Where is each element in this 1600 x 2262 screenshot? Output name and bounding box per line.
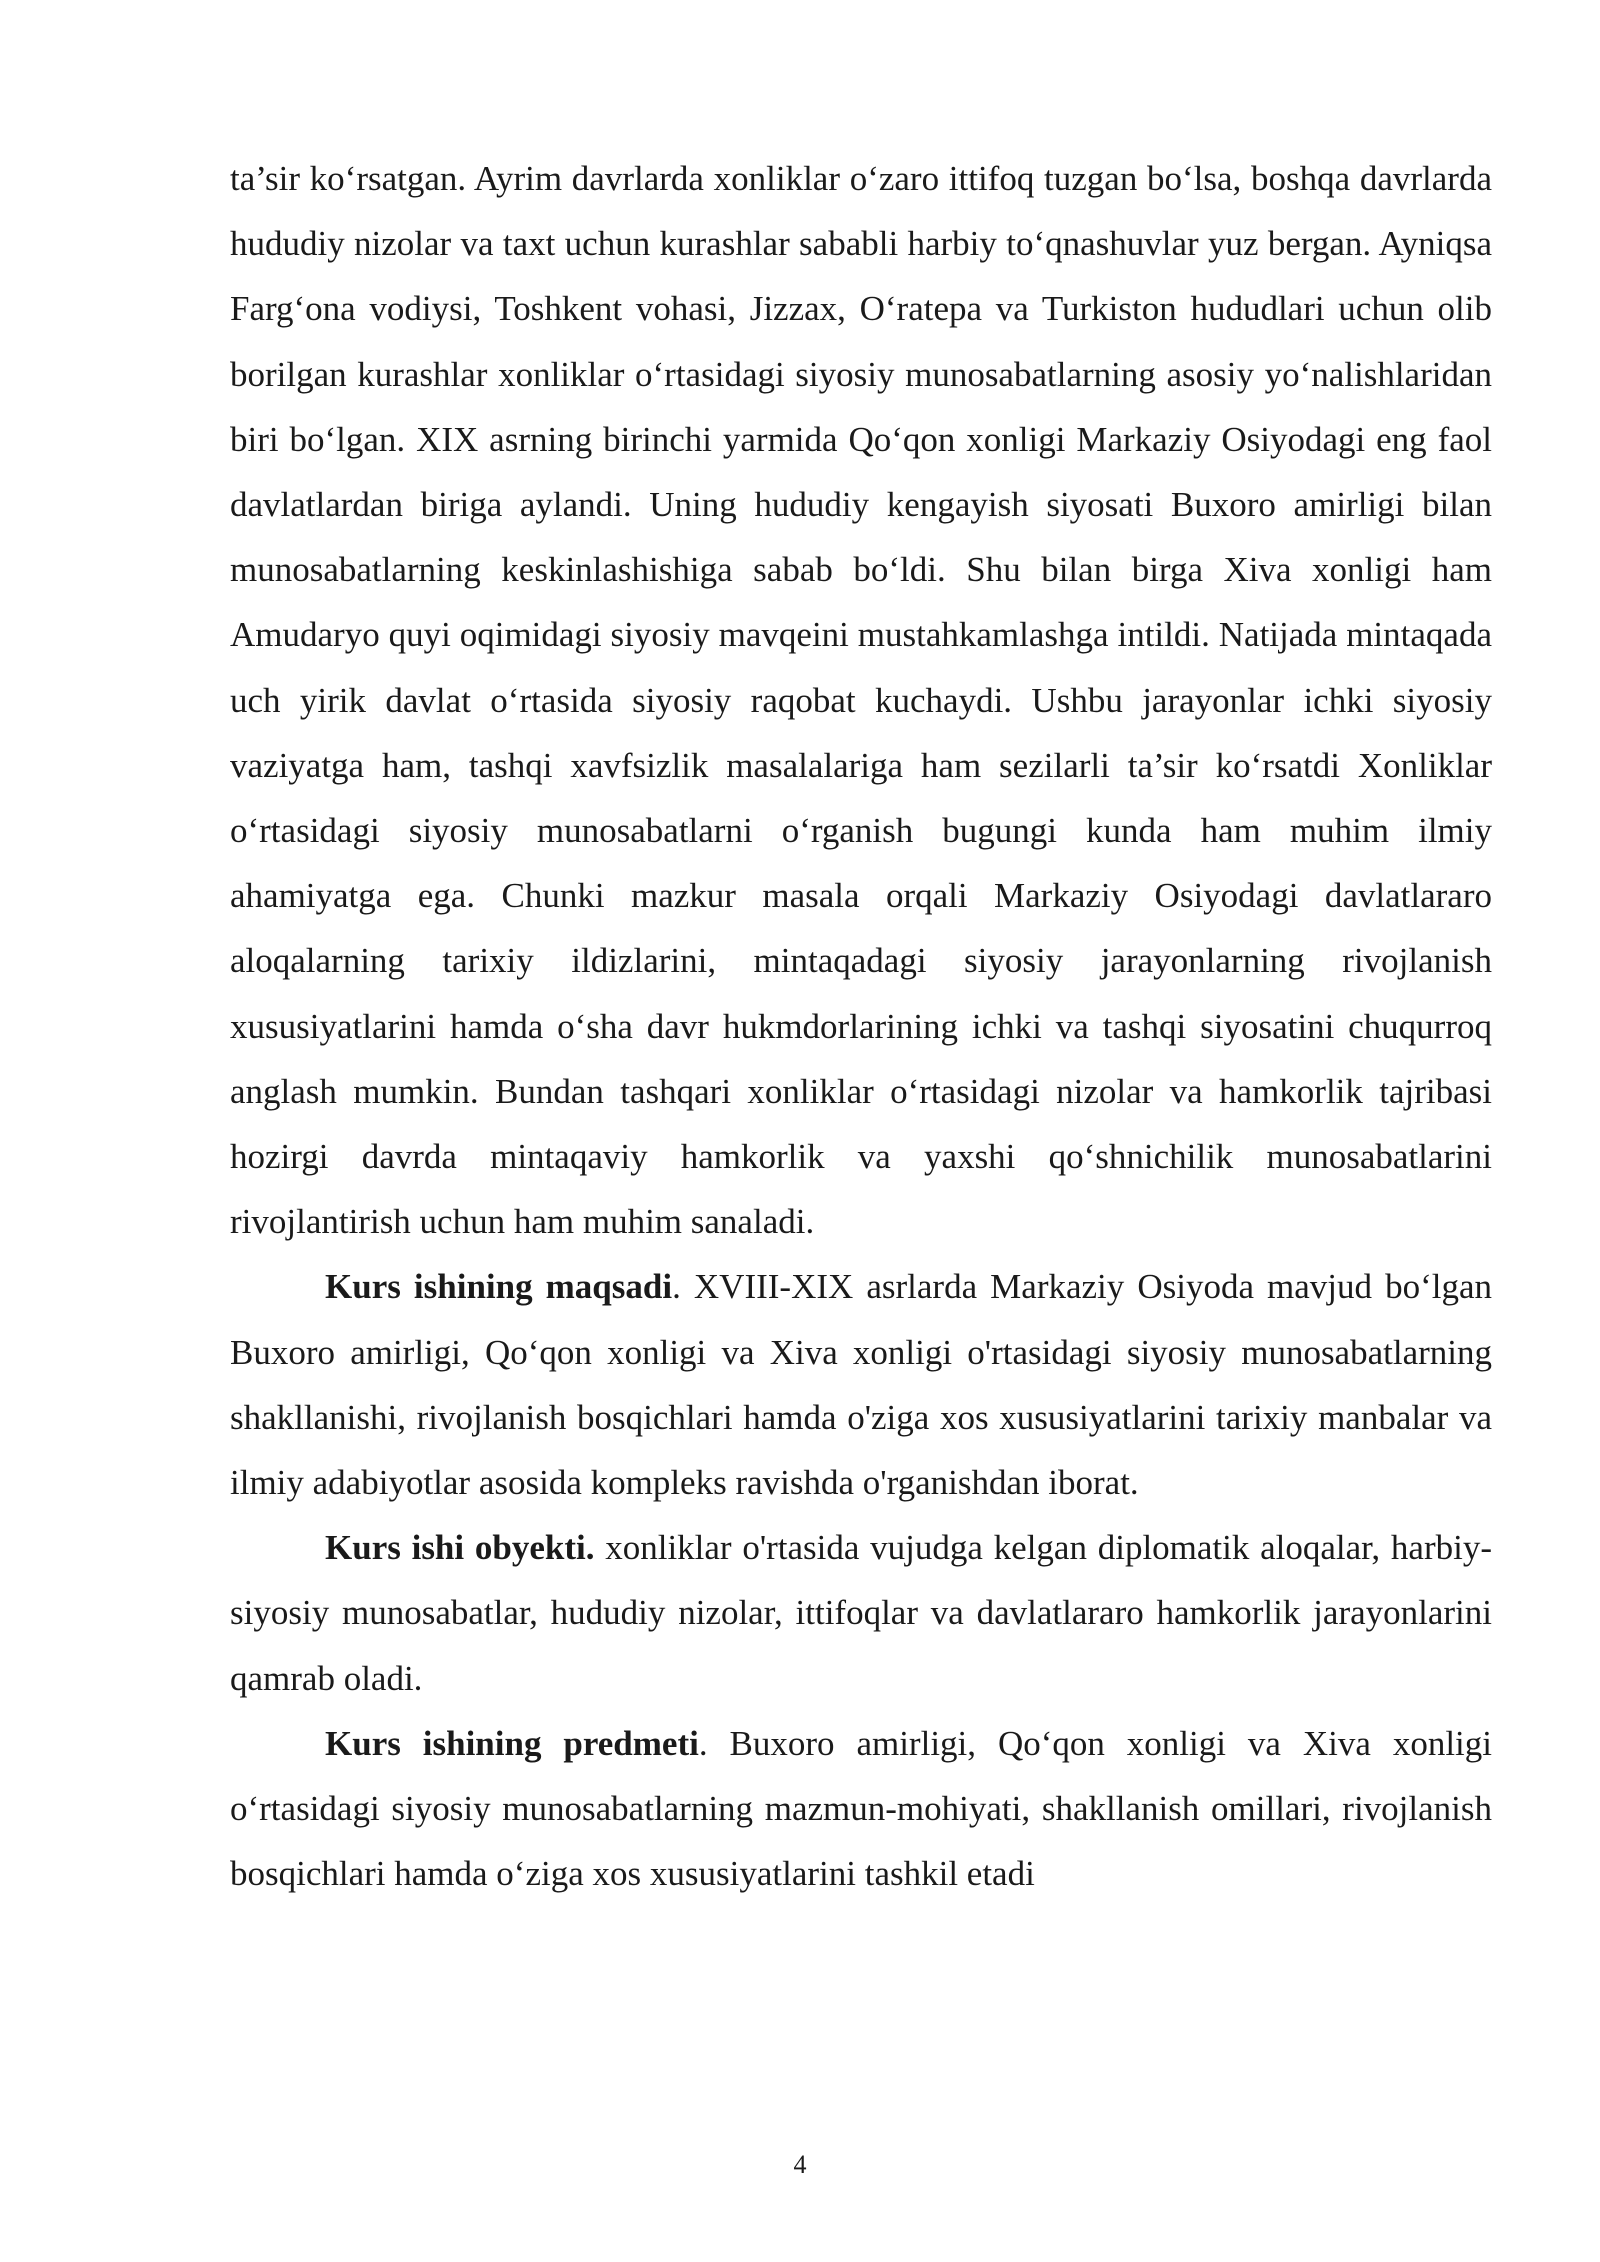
goal-paragraph <box>230 1254 1492 1515</box>
object-heading: Kurs ishi obyekti. <box>325 1528 595 1568</box>
subject-text: . Buxoro amirligi, Qo‘qon xonligi va Xiva xonligi o‘rtasidagi siyosiy munosabatlarning mazmun-mohiyati, shakllanish omillari, rivojlanish bosqichlari hamda o‘ziga xos xususiyatlarini tashkil etadi <box>230 1723 1493 1894</box>
object-text: xonliklar o'rtasida vujudga kelgan diplomatik aloqalar, harbiy-siyosiy munosabatlar, hududiy nizolar, ittifoqlar va davlatlararo hamkorlik jarayonlarini qamrab oladi. <box>230 1528 1492 1698</box>
subject-paragraph <box>230 1711 1492 1907</box>
intro-paragraph: ta’sir ko‘rsatgan. Ayrim davrlarda xonliklar o‘zaro ittifoq tuzgan bo‘lsa, boshqa davrlarda hududiy nizolar va taxt uchun kurashlar sababli harbiy to‘qnashuvlar yuz bergan. Ayniqsa Farg‘ona vodiysi, Toshkent vohasi, Jizzax, O‘ratepa va Turkiston hududlari uchun olib borilgan kurashlar xonliklar o‘rtasidagi siyosiy munosabatlarning asosiy yo‘nalishlaridan biri bo‘lgan. XIX asrning birinchi yarmida Qo‘qon xonligi Markaziy Osiyodagi eng faol davlatlardan biriga aylandi. Uning hududiy kengayish siyosati Buxoro amirligi bilan munosabatlarning keskinlashishiga sabab bo‘ldi. Shu bilan birga Xiva xonligi ham Amudaryo quyi oqimidagi siyosiy mavqeini mustahkamlashga intildi. Natijada mintaqada uch yirik davlat o‘rtasida siyosiy raqobat kuchaydi. Ushbu jarayonlar ichki siyosiy vaziyatga ham, tashqi xavfsizlik masalalariga ham sezilarli ta’sir ko‘rsatdi Xonliklar o‘rtasidagi siyosiy munosabatlarni o‘rganish bugungi kunda ham muhim ilmiy ahamiyatga ega. Chunki mazkur masala orqali Markaziy Osiyodagi davlatlararo aloqalarning tarixiy ildizlarini, mintaqadagi siyosiy jarayonlarning rivojlanish xususiyatlarini hamda o‘sha davr hukmdorlarining ichki va tashqi siyosatini chuqurroq anglash mumkin. Bundan tashqari xonliklar o‘rtasidagi nizolar va hamkorlik tajribasi hozirgi davrda mintaqaviy hamkorlik va yaxshi qo‘shnichilik munosabatlarini rivojlantirish uchun ham muhim sanaladi. <box>230 159 1492 1242</box>
page-number: 4 <box>793 2150 807 2179</box>
goal-text: . XVIII-XIX asrlarda Markaziy Osiyoda mavjud bo‘lgan Buxoro amirligi, Qo‘qon xonligi va Xiva xonligi o'rtasidagi siyosiy munosabatlarning shakllanishi, rivojlanish bosqichlari hamda o'ziga xos xususiyatlarini tarixiy manbalar va ilmiy adabiyotlar asosida kompleks ravishda o'rganishdan iborat. <box>230 1267 1493 1503</box>
subject-heading: Kurs ishining predmeti <box>325 1723 699 1763</box>
page-body <box>230 146 1492 1906</box>
object-paragraph <box>230 1515 1492 1711</box>
goal-heading: Kurs ishining maqsadi <box>325 1267 673 1307</box>
